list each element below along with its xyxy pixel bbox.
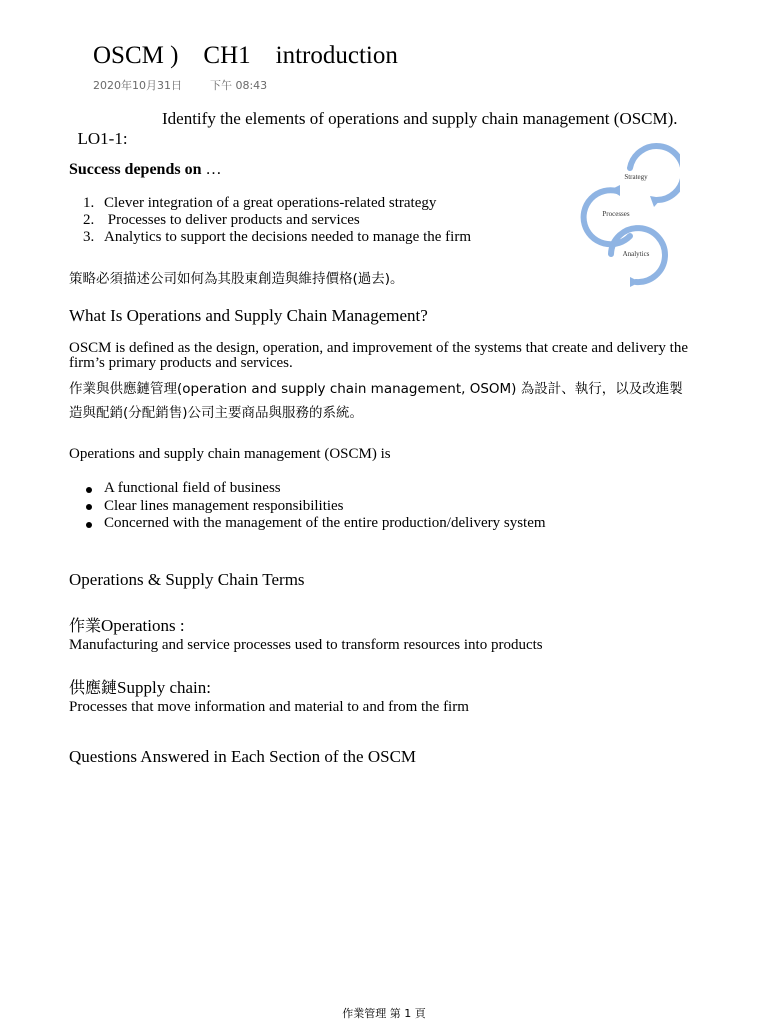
operations-description: Manufacturing and service processes used to transform resources into products <box>69 637 543 653</box>
list-item-text: Processes to deliver products and services <box>104 212 360 228</box>
success-heading-text: Success depends on <box>69 161 202 178</box>
list-item <box>69 195 471 212</box>
list-number: 1. <box>83 195 95 211</box>
processes-label: Processes <box>602 210 630 218</box>
success-heading <box>69 161 221 179</box>
chinese-line: 作業與供應鏈管理(operation and supply chain management, OSOM) 為設計、執行，以及改進製 <box>69 381 683 397</box>
page-title: OSCM ) CH1 introduction <box>93 42 398 69</box>
list-item-text: Concerned with the management of the entire production/delivery system <box>104 515 546 531</box>
success-list <box>69 195 471 246</box>
learning-objective <box>69 109 678 169</box>
list-item <box>69 212 471 229</box>
what-is-oscm-heading: What Is Operations and Supply Chain Management? <box>69 306 428 325</box>
list-item <box>69 229 471 246</box>
bullet-icon <box>86 504 92 510</box>
bullet-icon <box>86 487 92 493</box>
oscm-bullet-list <box>69 480 546 533</box>
strategy-label: Strategy <box>624 173 648 181</box>
oscm-definition-chinese <box>69 377 739 425</box>
strategy-note-chinese: 策略必須描述公司如何為其股東創造與維持價格(過去)。 <box>69 271 404 287</box>
list-item-text: Analytics to support the decisions needed to manage the firm <box>104 229 471 245</box>
chinese-line: 造與配銷(分配銷售)公司主要商品與服務的系統。 <box>69 405 364 421</box>
list-item-text: Clear lines management responsibilities <box>104 497 344 514</box>
lo-text: Identify the elements of operations and supply chain management (OSCM). <box>162 109 678 128</box>
list-item <box>69 515 546 533</box>
operations-term-en: Operations : <box>101 616 185 635</box>
list-item <box>69 480 546 498</box>
supply-chain-term-en: Supply chain: <box>117 678 211 697</box>
supply-chain-term-cn: 供應鏈 <box>69 678 118 697</box>
list-item-text: A functional field of business <box>104 480 281 496</box>
list-item-text: Clever integration of a great operations-related strategy <box>104 195 437 211</box>
success-heading-dots: … <box>201 161 222 178</box>
questions-heading: Questions Answered in Each Section of the OSCM <box>69 747 417 766</box>
processes-arrowhead <box>610 185 620 196</box>
supply-chain-description: Processes that move information and material to and from the firm <box>69 699 469 715</box>
page-footer: 作業管理 第 1 頁 <box>342 1007 426 1020</box>
operations-term-cn: 作業 <box>69 616 102 635</box>
definition-line: firm’s primary products and services. <box>69 355 293 371</box>
operations-term <box>69 613 185 636</box>
cycle-diagram <box>580 140 680 288</box>
bullet-icon <box>86 522 92 528</box>
page-date: 2020年10月31日 下午 08:43 <box>93 79 268 92</box>
lo-id: LO1-1: <box>77 129 128 148</box>
list-item <box>69 498 546 516</box>
definition-line: OSCM is defined as the design, operation, and improvement of the systems that create and delivery the <box>69 340 689 356</box>
supply-chain-term <box>69 675 211 698</box>
list-number: 2. <box>83 212 95 228</box>
terms-heading: Operations & Supply Chain Terms <box>69 570 305 589</box>
analytics-arrowhead <box>630 277 640 287</box>
list-number: 3. <box>83 229 95 245</box>
oscm-is-intro: Operations and supply chain management (OSCM) is <box>69 446 391 462</box>
analytics-label: Analytics <box>622 250 650 258</box>
oscm-definition <box>69 341 729 371</box>
